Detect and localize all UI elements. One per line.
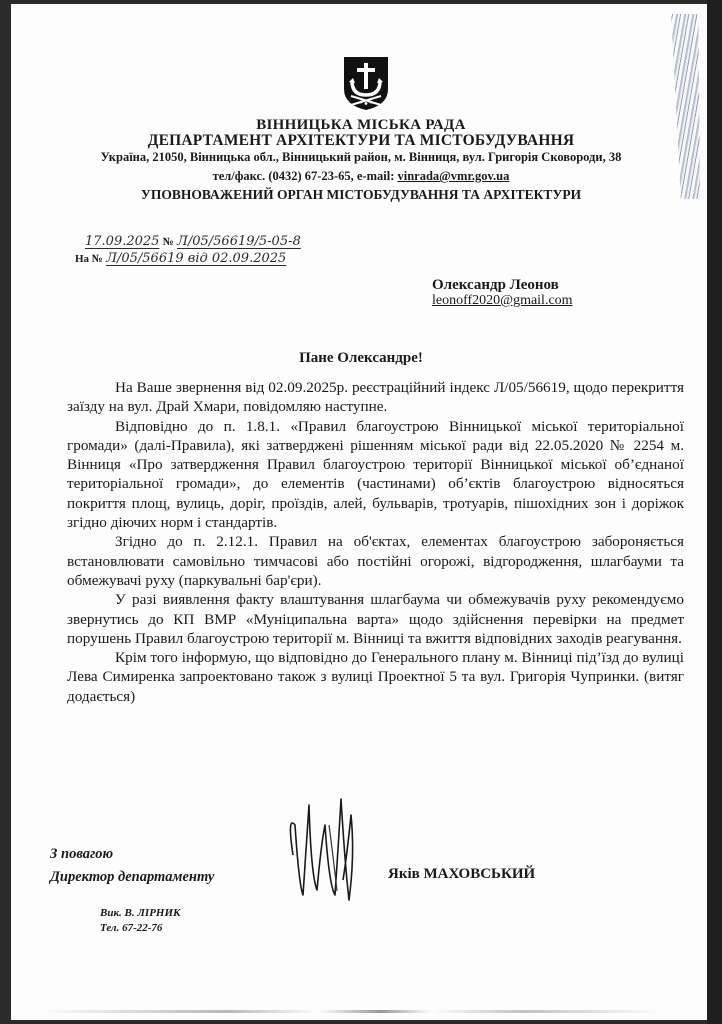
executor-block — [100, 906, 181, 936]
paragraph: У разі виявлення факту влаштування шлагбаума чи обмежувачів руху рекомендуємо звернутись до КП ВМР «Муніципальна варта» щодо здійснення перевірки на предмет порушень Правил благоустрою території м. Вінниці та вжиття відповідних заходів реагування. — [67, 591, 684, 647]
letter-body — [67, 378, 684, 706]
paragraph: На Ваше звернення від 02.09.2025р. реєстраційний індекс Л/05/56619, щодо перекриття заїзду на вул. Драй Хмари, повідомляю наступне. — [67, 379, 684, 416]
reference-number: Л/05/56619 від 02.09.2025 — [106, 251, 287, 266]
recipient-name: Олександр Леонов — [432, 277, 559, 293]
reference-label: На № — [75, 253, 103, 265]
number-label: № — [162, 236, 174, 248]
department-email-link[interactable]: vinrada@vmr.gov.ua — [397, 169, 510, 183]
coat-of-arms-icon — [342, 55, 390, 111]
closing-block — [50, 843, 214, 889]
paragraph: Крім того інформую, що відповідно до Генерального плану м. Вінниці під’їзд до вулиці Лева Симиренка запроектовано також з вулиці Проектної 5 та вул. Григорія Чупринки. (витяг додається) — [67, 649, 684, 705]
registration-date: 17.09.2025 — [85, 234, 160, 249]
authority-line: УПОВНОВАЖЕНИЙ ОРГАН МІСТОБУДУВАННЯ ТА АРХІТЕКТУРИ — [140, 187, 582, 202]
paragraph: Відповідно до п. 1.8.1. «Правил благоустрою Вінницької міської територіальної громади» (далі-Правила), які затверджені рішенням міської ради від 22.05.2020 № 2254 м. Вінниця «Про затвердження Правил благоустрою території Вінницької міської об’єднаної територіальної громади», до елементів (частинами) об’єктів благоустрою відносяться покриття площ, вулиць, доріг, проїздів, алей, бульварів, тротуарів, пішохідних зон і доріжок згідно діючих норм і стандартів. — [67, 417, 684, 532]
recipient-email-link[interactable]: leonoff2020@gmail.com — [432, 293, 573, 308]
regards: З повагою — [50, 846, 114, 862]
incoming-reference — [75, 250, 286, 266]
signer-position: Директор департаменту — [50, 869, 215, 885]
outgoing-registration — [85, 233, 301, 249]
executor-phone: Тел. 67-22-76 — [100, 922, 163, 934]
council-name: ВІННИЦЬКА МІСЬКА РАДА — [256, 117, 466, 133]
department-name: ДЕПАРТАМЕНТ АРХІТЕКТУРИ ТА МІСТОБУДУВАННЯ — [147, 132, 575, 149]
signature-icon — [285, 795, 365, 905]
scan-smudge — [40, 1010, 660, 1013]
phone-fax: тел/факс. (0432) 67-23-65, e-mail: — [212, 169, 398, 183]
contact-line — [0, 169, 722, 184]
paragraph: Згідно до п. 2.12.1. Правил на об'єктах, елементах благоустрою забороняється встановлювати самовільно тимчасові або постійні огорожі, відгородження, шлагбауми та обмежувачі руху (паркувальні бар'єри). — [67, 533, 684, 589]
executor-name: Вик. В. ЛІРНИК — [100, 907, 181, 919]
department-address: Україна, 21050, Вінницька обл., Вінницький район, м. Вінниця, вул. Григорія Сковороди, 38 — [100, 150, 622, 164]
salutation: Пане Олександре! — [299, 350, 423, 366]
registration-number: Л/05/56619/5-05-8 — [177, 234, 301, 249]
signer-name: Яків МАХОВСЬКИЙ — [388, 866, 536, 882]
